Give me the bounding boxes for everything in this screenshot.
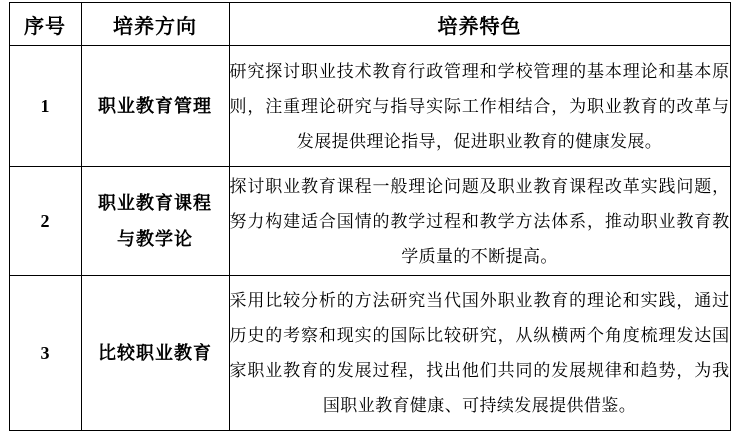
table-header-row xyxy=(9,3,730,46)
row-feature xyxy=(229,167,730,276)
table-row xyxy=(9,276,730,431)
direction-line: 职业教育管理 xyxy=(98,96,212,116)
table-body xyxy=(9,46,730,431)
column-header-feature: 培养特色 xyxy=(229,3,730,46)
cultivation-directions-table xyxy=(9,2,731,431)
direction-line: 与教学论 xyxy=(117,229,193,249)
table-row xyxy=(9,167,730,276)
row-number: 3 xyxy=(9,276,81,431)
row-direction xyxy=(81,46,229,167)
feature-text: 采用比较分析的方法研究当代国外职业教育的理论和实践，通过历史的考察和现实的国际比较研究，从纵横两个角度梳理发达国家职业教育的发展过程，找出他们共同的发展规律和趋势，为我国职业教育健康、可持续发展提供借鉴。 xyxy=(229,291,730,415)
row-feature xyxy=(229,46,730,167)
feature-text: 探讨职业教育课程一般理论问题及职业教育课程改革实践问题，努力构建适合国情的教学过程和教学方法体系，推动职业教育教学质量的不断提高。 xyxy=(229,176,730,266)
column-header-no: 序号 xyxy=(9,3,81,46)
row-number: 2 xyxy=(9,167,81,276)
row-number: 1 xyxy=(9,46,81,167)
row-direction xyxy=(81,276,229,431)
table-header xyxy=(9,3,730,46)
column-header-direction: 培养方向 xyxy=(81,3,229,46)
direction-line: 职业教育课程 xyxy=(98,193,212,213)
row-feature xyxy=(229,276,730,431)
direction-line: 比较职业教育 xyxy=(98,343,212,363)
row-direction xyxy=(81,167,229,276)
feature-text: 研究探讨职业技术教育行政管理和学校管理的基本理论和基本原则，注重理论研究与指导实际工作相结合，为职业教育的改革与发展提供理论指导，促进职业教育的健康发展。 xyxy=(229,61,730,151)
table-row xyxy=(9,46,730,167)
